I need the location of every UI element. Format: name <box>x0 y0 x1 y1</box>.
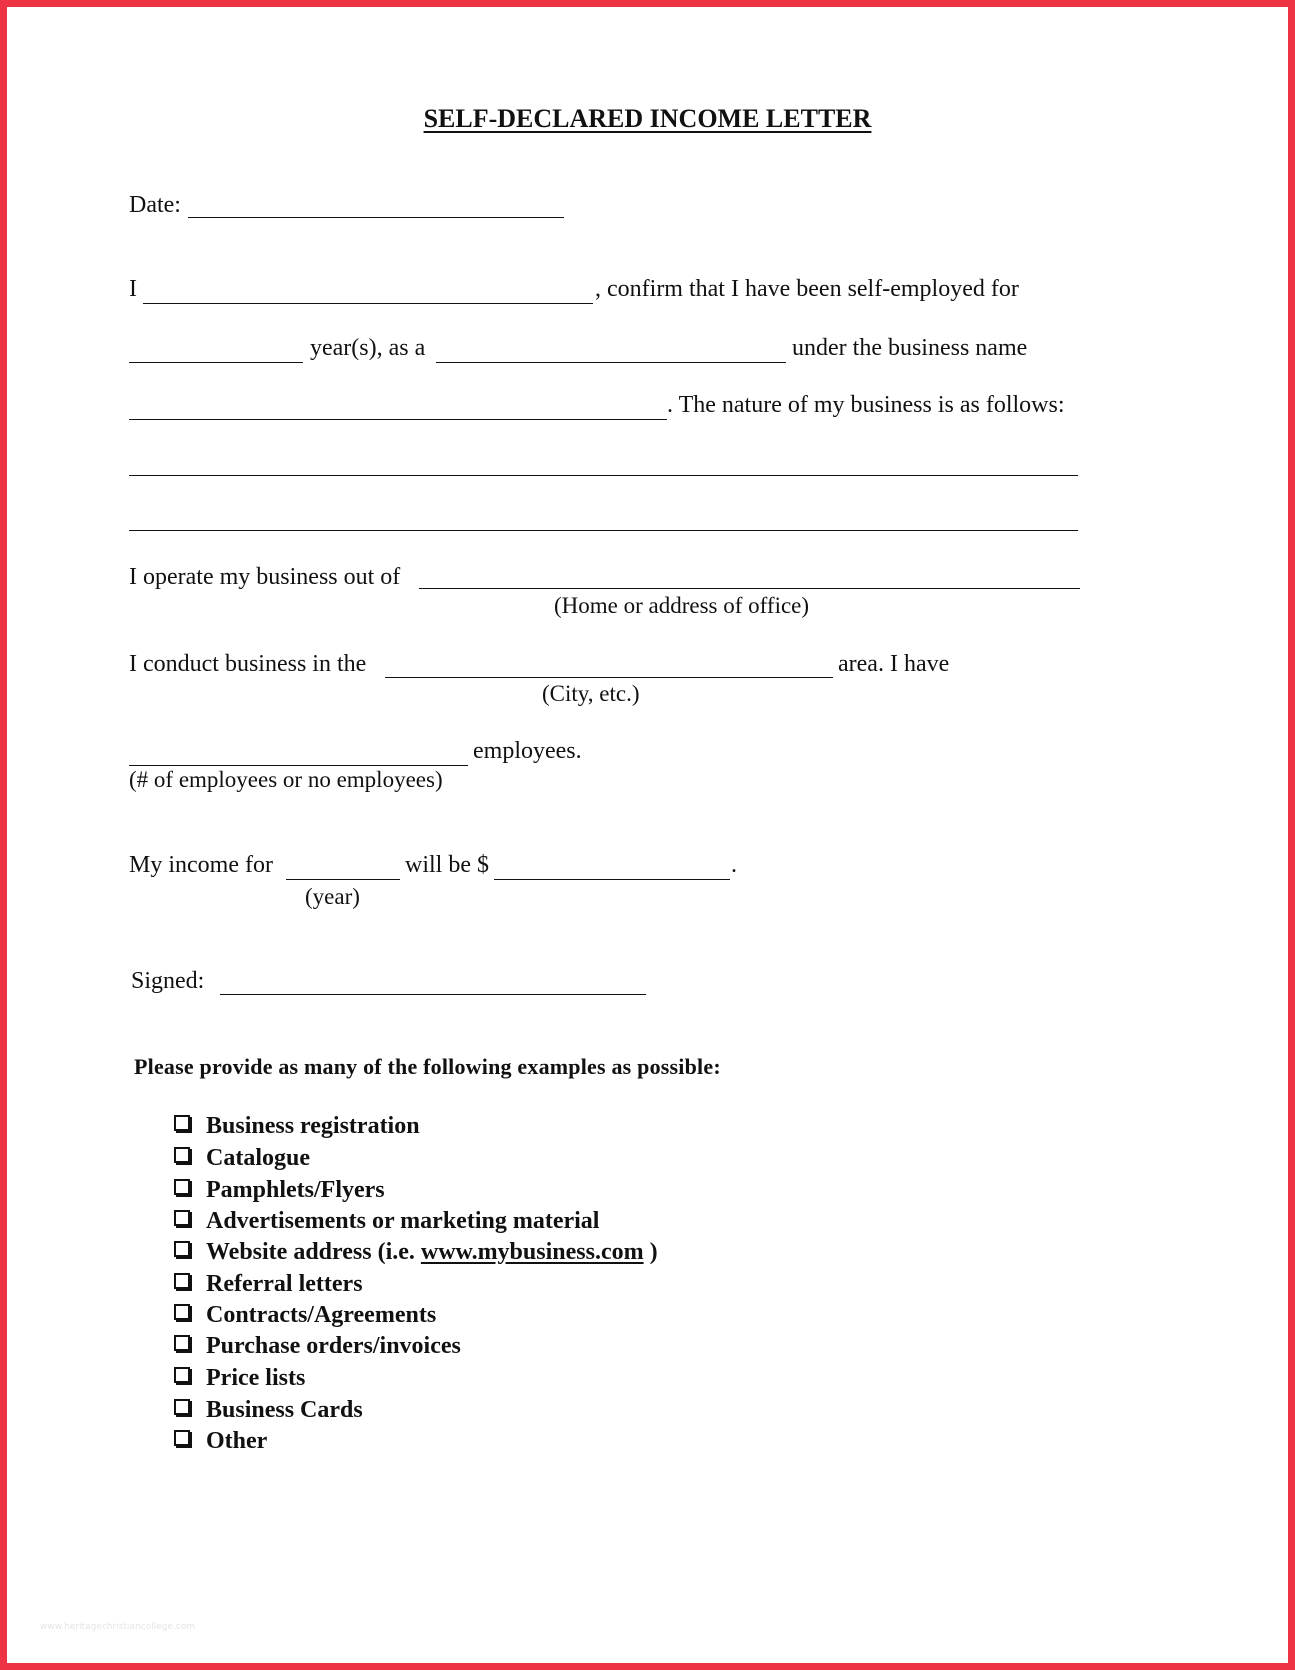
income-period: . <box>731 852 737 878</box>
conduct-label: I conduct business in the <box>129 651 367 677</box>
checklist-label: Catalogue <box>206 1144 310 1171</box>
checkbox[interactable] <box>174 1335 190 1351</box>
checklist-item[interactable] <box>174 1395 363 1425</box>
income-year-field[interactable] <box>286 879 400 880</box>
employees-caption: (# of employees or no employees) <box>129 767 443 792</box>
checkbox[interactable] <box>174 1430 190 1446</box>
will-be-text: will be $ <box>405 852 489 878</box>
checklist-label: Business registration <box>206 1112 420 1139</box>
checklist-label: Pamphlets/Flyers <box>206 1176 385 1203</box>
office-caption: (Home or address of office) <box>554 593 810 618</box>
office-address-field[interactable] <box>419 588 1080 589</box>
checkbox[interactable] <box>174 1115 190 1131</box>
i-label: I <box>129 276 137 302</box>
city-field[interactable] <box>385 677 833 678</box>
city-caption: (City, etc.) <box>542 681 640 706</box>
operate-label: I operate my business out of <box>129 564 401 590</box>
checklist-item[interactable] <box>174 1206 599 1236</box>
checkbox[interactable] <box>174 1304 190 1320</box>
checklist-label: Other <box>206 1427 268 1454</box>
checklist-item[interactable] <box>174 1331 461 1361</box>
checklist-item[interactable] <box>174 1300 436 1330</box>
checkbox[interactable] <box>174 1179 190 1195</box>
document-title: SELF-DECLARED INCOME LETTER <box>423 104 872 133</box>
years-as-text: year(s), as a <box>310 335 426 361</box>
checklist-item[interactable] <box>174 1426 267 1456</box>
income-label: My income for <box>129 852 273 878</box>
checklist-label: Business Cards <box>206 1396 363 1423</box>
checkbox[interactable] <box>174 1399 190 1415</box>
signed-label: Signed: <box>131 968 205 994</box>
checklist-label: Price lists <box>206 1364 306 1391</box>
checklist-label: Referral letters <box>206 1270 363 1297</box>
checklist-item[interactable] <box>174 1237 658 1267</box>
checkbox[interactable] <box>174 1147 190 1163</box>
checklist-item[interactable] <box>174 1363 305 1393</box>
checklist-item[interactable] <box>174 1269 363 1299</box>
website-link[interactable]: www.mybusiness.com <box>420 1238 644 1265</box>
income-amount-field[interactable] <box>494 879 730 880</box>
area-text: area. I have <box>838 651 950 677</box>
under-name-text: under the business name <box>792 335 1028 361</box>
date-label: Date: <box>129 192 181 218</box>
signature-field[interactable] <box>220 994 646 995</box>
instructions-text: Please provide as many of the following examples as possible: <box>134 1054 721 1079</box>
name-field[interactable] <box>143 303 593 304</box>
checklist-label: Contracts/Agreements <box>206 1301 437 1328</box>
checklist-item[interactable] <box>174 1143 310 1173</box>
checkbox[interactable] <box>174 1367 190 1383</box>
checkbox[interactable] <box>174 1273 190 1289</box>
year-caption: (year) <box>305 884 360 909</box>
business-name-field[interactable] <box>129 419 667 420</box>
nature-text: . The nature of my business is as follows: <box>667 392 1065 418</box>
checklist-item[interactable] <box>174 1175 385 1205</box>
checkbox[interactable] <box>174 1210 190 1226</box>
years-field[interactable] <box>129 362 303 363</box>
checklist-label: Advertisements or marketing material <box>206 1207 600 1234</box>
confirm-text: , confirm that I have been self-employed for <box>595 276 1019 302</box>
watermark: www.heritagechristiancollege.com <box>40 1622 195 1632</box>
checklist-label: Website address (i.e. <box>206 1238 421 1265</box>
employees-field[interactable] <box>129 765 468 766</box>
date-field[interactable] <box>188 217 564 218</box>
occupation-field[interactable] <box>436 362 786 363</box>
employees-text: employees. <box>473 738 582 764</box>
checkbox[interactable] <box>174 1241 190 1257</box>
nature-line-2[interactable] <box>129 530 1078 531</box>
checklist-item[interactable] <box>174 1111 420 1141</box>
website-close: ) <box>643 1238 658 1265</box>
checklist-label: Purchase orders/invoices <box>206 1332 461 1359</box>
nature-line-1[interactable] <box>129 475 1078 476</box>
